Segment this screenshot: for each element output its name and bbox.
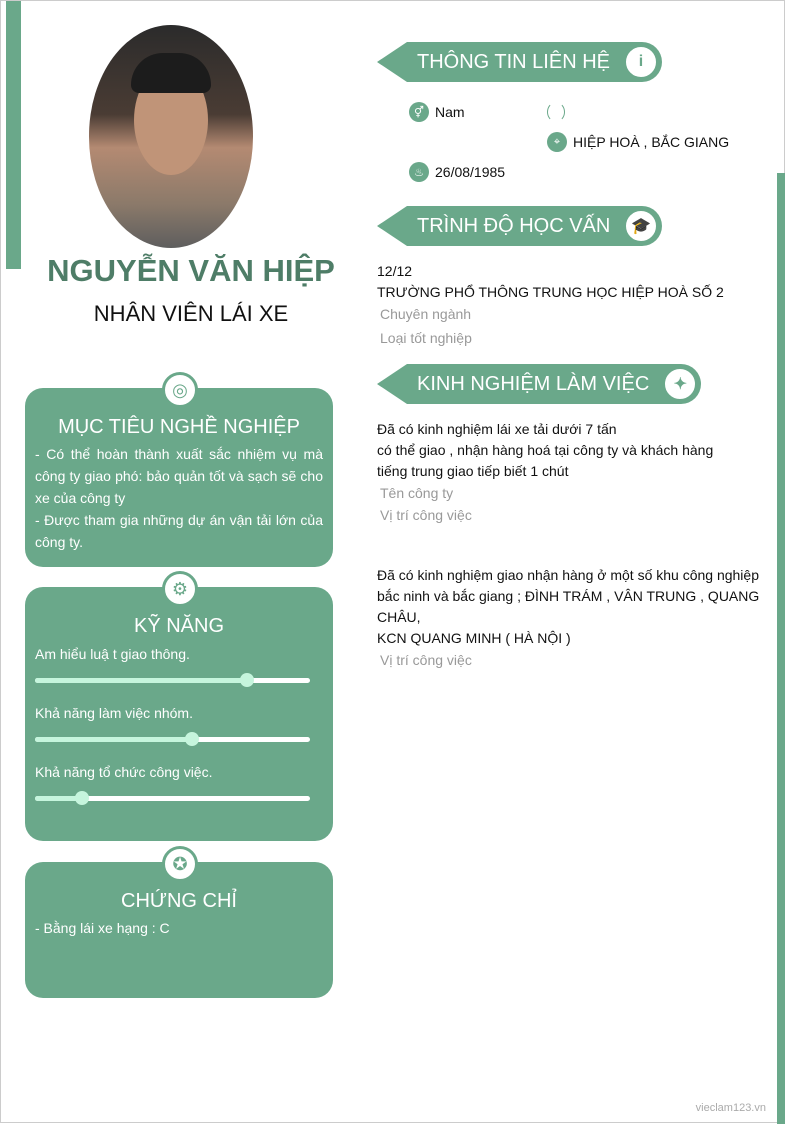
candidate-name: NGUYỄN VĂN HIỆP [47, 253, 335, 288]
objective-line: - Được tham gia những dự án vận tải lớn của công ty. [35, 512, 323, 550]
experience-line: Đã có kinh nghiệm giao nhận hàng ở một số khu công nghiệp bắc ninh và bắc giang ; ĐÌNH TRÁM , VÂN TRUNG , QUANG CHÂU, [377, 567, 760, 625]
job-title: NHÂN VIÊN LÁI XE [93, 301, 289, 326]
experience-line: KCN QUANG MINH ( HÀ NỘI ) [377, 630, 571, 646]
grade-placeholder: Loại tốt nghiệp [380, 330, 472, 346]
gender-icon: ⚥ [409, 102, 429, 122]
skills-section [25, 578, 333, 841]
major-placeholder: Chuyên ngành [380, 306, 472, 322]
objective-line: - Có thể hoàn thành xuất sắc nhiệm vụ mà công ty giao phó: bảo quản tốt và sạch sẽ cho xe của công ty [35, 446, 323, 506]
watermark: vieclam123.vn [695, 1102, 766, 1114]
location-pin-icon: ⌖ [547, 132, 567, 152]
skill-fill [35, 737, 192, 742]
skill-label: Am hiểu luậ t giao thông. [35, 646, 190, 662]
position-placeholder: Vị trí công việc [380, 507, 472, 523]
skill-slider[interactable] [35, 678, 310, 683]
right-accent-bar [777, 173, 785, 1124]
certificates-title: CHỨNG CHỈ [121, 890, 237, 912]
blank-contact-icon [547, 102, 565, 122]
left-accent-bar [6, 1, 21, 269]
gender-value: Nam [435, 104, 465, 120]
skill-thumb[interactable] [185, 732, 199, 746]
objective-section [25, 379, 333, 567]
profile-photo [89, 25, 253, 248]
certificate-item: - Bằng lái xe hạng : C [35, 920, 170, 936]
company-placeholder: Tên công ty [380, 485, 454, 501]
contact-header [377, 42, 662, 82]
graduation-cap-icon: 🎓 [624, 209, 658, 243]
contact-title: THÔNG TIN LIÊN HỆ [417, 50, 610, 73]
education-entry [377, 261, 767, 349]
education-period: 12/12 [377, 263, 413, 279]
skill-item [25, 764, 333, 801]
address-value: HIỆP HOÀ , BẮC GIANG [573, 134, 730, 150]
certificates-section [25, 853, 333, 998]
info-icon: i [624, 45, 658, 79]
skill-slider[interactable] [35, 737, 310, 742]
experience-entry [377, 419, 762, 526]
skill-thumb[interactable] [75, 791, 89, 805]
experience-line: Đã có kinh nghiệm lái xe tải dưới 7 tấn [377, 421, 617, 437]
skill-label: Khả năng làm việc nhóm. [35, 705, 193, 721]
target-icon: ◎ [162, 372, 198, 408]
skill-fill [35, 678, 247, 683]
gender-field [409, 102, 465, 122]
skill-item [25, 646, 333, 683]
cake-icon: ♨ [409, 162, 429, 182]
award-icon: ✪ [162, 846, 198, 882]
school-name: TRƯỜNG PHỔ THÔNG TRUNG HỌC HIỆP HOÀ SỐ 2 [377, 284, 724, 300]
experience-entry [377, 565, 762, 671]
experience-header [377, 364, 701, 404]
skill-label: Khả năng tổ chức công việc. [35, 764, 213, 780]
birthday-value: 26/08/1985 [435, 164, 506, 180]
sparkle-icon: ✦ [663, 367, 697, 401]
objective-title: MỤC TIÊU NGHỀ NGHIỆP [58, 416, 300, 438]
experience-line: có thể giao , nhận hàng hoá tại công ty và khách hàng [377, 442, 714, 458]
skill-thumb[interactable] [240, 673, 254, 687]
gears-icon: ⚙ [162, 571, 198, 607]
experience-line: tiếng trung giao tiếp biết 1 chút [377, 463, 569, 479]
skill-slider[interactable] [35, 796, 310, 801]
address-field [547, 132, 729, 152]
birthday-field [409, 162, 505, 182]
education-title: TRÌNH ĐỘ HỌC VẤN [417, 214, 611, 237]
position-placeholder: Vị trí công việc [380, 652, 472, 668]
education-header [377, 206, 662, 246]
skills-title: KỸ NĂNG [133, 615, 225, 637]
experience-title: KINH NGHIỆM LÀM VIỆC [417, 372, 650, 395]
skill-item [25, 705, 333, 742]
